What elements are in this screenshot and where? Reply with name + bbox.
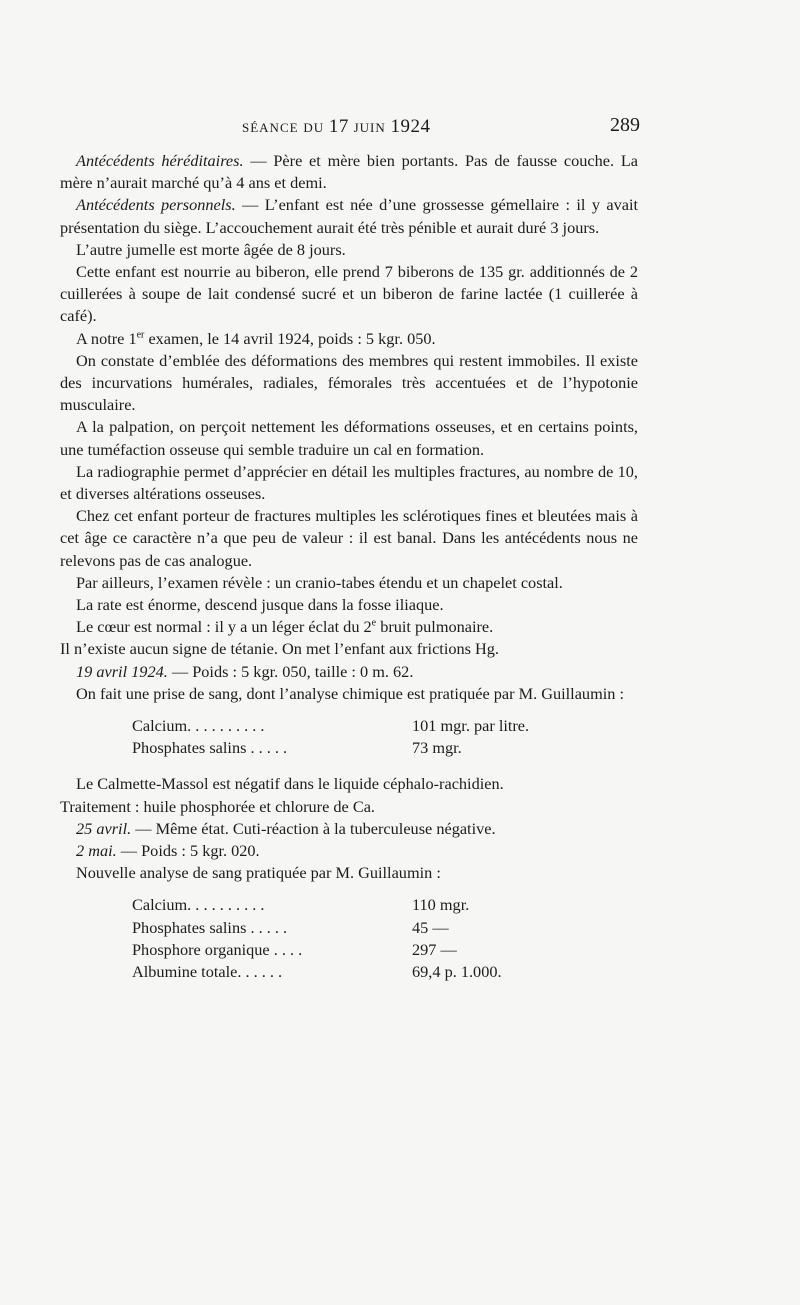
paragraph bbox=[60, 818, 638, 840]
table-row bbox=[132, 961, 638, 983]
running-header bbox=[60, 114, 640, 142]
table-row bbox=[132, 894, 638, 916]
paragraph bbox=[60, 862, 638, 884]
paragraph-text: La radiographie permet d’apprécier en détail les multiples fractures, au nombre de 10, et diverses altérations osseuses. bbox=[60, 461, 638, 504]
paragraph-text: On constate d’emblée des déformations des membres qui restent immobiles. Il existe des incurvations humérales, radiales, fémorales très accentuées et de l’hypotonie musculaire. bbox=[60, 350, 638, 415]
paragraph bbox=[60, 416, 638, 460]
paragraph-group-2 bbox=[60, 773, 638, 884]
paragraph bbox=[60, 773, 638, 795]
analysis-table-1 bbox=[132, 715, 638, 759]
paragraph bbox=[60, 683, 638, 705]
paragraph bbox=[60, 150, 638, 194]
table-value: 45 — bbox=[412, 917, 449, 937]
paragraph-text: Nouvelle analyse de sang pratiquée par M. Guillaumin : bbox=[76, 863, 441, 883]
superscript: er bbox=[136, 329, 145, 341]
table-row bbox=[132, 939, 638, 961]
header-month: JUIN bbox=[353, 120, 386, 135]
table-value: 101 mgr. par litre. bbox=[412, 716, 530, 736]
paragraph-text: Le cœur est normal : il y a un léger éclat du 2 bbox=[76, 617, 372, 637]
analysis-table-2 bbox=[132, 894, 638, 983]
paragraph bbox=[60, 461, 638, 505]
paragraph bbox=[60, 840, 638, 862]
page-number: 289 bbox=[610, 114, 640, 136]
paragraph bbox=[60, 638, 638, 660]
header-day: 17 bbox=[328, 116, 349, 137]
paragraph-text: — Même état. Cuti-réaction à la tuberculeuse négative. bbox=[131, 818, 496, 838]
paragraph-text: Il n’existe aucun signe de tétanie. On met l’enfant aux frictions Hg. bbox=[60, 639, 499, 659]
superscript: e bbox=[371, 617, 377, 629]
paragraph-text: La rate est énorme, descend jusque dans la fosse iliaque. bbox=[76, 595, 444, 615]
paragraph-text: Le Calmette-Massol est négatif dans le liquide céphalo-rachidien. bbox=[76, 774, 504, 794]
paragraph-label: 25 avril. bbox=[76, 818, 132, 838]
header-seance: SÉANCE bbox=[242, 120, 299, 135]
page-body bbox=[60, 150, 638, 997]
paragraph-text: — L’enfant est née d’une grossesse gémellaire : il y avait présentation du siège. L’accouchement aurait été très pénible et aurait duré 3 jours. bbox=[60, 195, 638, 237]
paragraph-text: — Père et mère bien portants. Pas de fausse couche. La mère n’aurait marché qu’à 4 ans et demi. bbox=[60, 151, 638, 193]
table-value: 297 — bbox=[412, 939, 457, 959]
table-row bbox=[132, 715, 638, 737]
paragraph bbox=[60, 239, 638, 261]
paragraph bbox=[60, 261, 638, 328]
running-head-title bbox=[242, 116, 431, 138]
paragraph-text: On fait une prise de sang, dont l’analyse chimique est pratiquée par M. Guillaumin : bbox=[76, 683, 624, 703]
paragraph-label: Antécédents héréditaires. bbox=[76, 151, 244, 170]
paragraph-text: — Poids : 5 kgr. 020. bbox=[116, 841, 260, 861]
paragraph bbox=[60, 194, 638, 238]
paragraph-text: Cette enfant est nourrie au biberon, elle prend 7 biberons de 135 gr. additionnés de 2 cuillerées à soupe de lait condensé sucré et un biberon de farine lactée (1 cuillerée à café). bbox=[60, 262, 638, 326]
header-year: 1924 bbox=[390, 116, 431, 137]
table-row bbox=[132, 737, 638, 759]
paragraph bbox=[60, 328, 638, 350]
paragraph bbox=[60, 616, 638, 638]
paragraph bbox=[60, 350, 638, 417]
paragraph-label: 2 mai. bbox=[76, 841, 117, 861]
table-row bbox=[132, 917, 638, 939]
paragraph-text: examen, le 14 avril 1924, poids : 5 kgr. 050. bbox=[144, 328, 436, 348]
paragraph-text: A la palpation, on perçoit nettement les déformations osseuses, et en certains points, une tuméfaction osseuse qui semble traduire un cal en formation. bbox=[60, 417, 638, 459]
paragraph-text: Par ailleurs, l’examen révèle : un cranio-tabes étendu et un chapelet costal. bbox=[76, 572, 563, 592]
table-label: Calcium. . . . . . . . . . bbox=[132, 716, 265, 736]
paragraph-text: — Poids : 5 kgr. 050, taille : 0 m. 62. bbox=[167, 661, 414, 681]
paragraph bbox=[60, 661, 638, 683]
table-value: 110 mgr. bbox=[412, 895, 470, 915]
paragraph-label: 19 avril 1924. bbox=[76, 661, 168, 681]
paragraph bbox=[60, 572, 638, 594]
paragraph-group-1 bbox=[60, 150, 638, 705]
table-value: 73 mgr. bbox=[412, 738, 462, 758]
paragraph-text: bruit pulmonaire. bbox=[376, 617, 494, 637]
paragraph-text: A notre 1 bbox=[76, 328, 137, 348]
paragraph bbox=[60, 505, 638, 572]
paragraph-label: Antécédents personnels. bbox=[76, 195, 236, 215]
table-label: Phosphore organique . . . . bbox=[132, 939, 303, 959]
paragraph bbox=[60, 796, 638, 818]
table-value: 69,4 p. 1.000. bbox=[412, 962, 502, 982]
paragraph bbox=[60, 594, 638, 616]
header-du: DU bbox=[303, 120, 325, 135]
paragraph-text: L’autre jumelle est morte âgée de 8 jours. bbox=[76, 239, 346, 259]
paragraph-text: Chez cet enfant porteur de fractures multiples les sclérotiques fines et bleutées mais à cet âge ce caractère n’a que peu de valeur : il est banal. Dans les antécédents nous ne relevons pas de cas analogue. bbox=[60, 506, 638, 570]
table-label: Phosphates salins . . . . . bbox=[132, 917, 288, 937]
table-label: Phosphates salins . . . . . bbox=[132, 738, 288, 758]
table-label: Calcium. . . . . . . . . . bbox=[132, 895, 265, 915]
paragraph-text: Traitement : huile phosphorée et chlorure de Ca. bbox=[60, 796, 375, 816]
table-label: Albumine totale. . . . . . bbox=[132, 962, 283, 982]
